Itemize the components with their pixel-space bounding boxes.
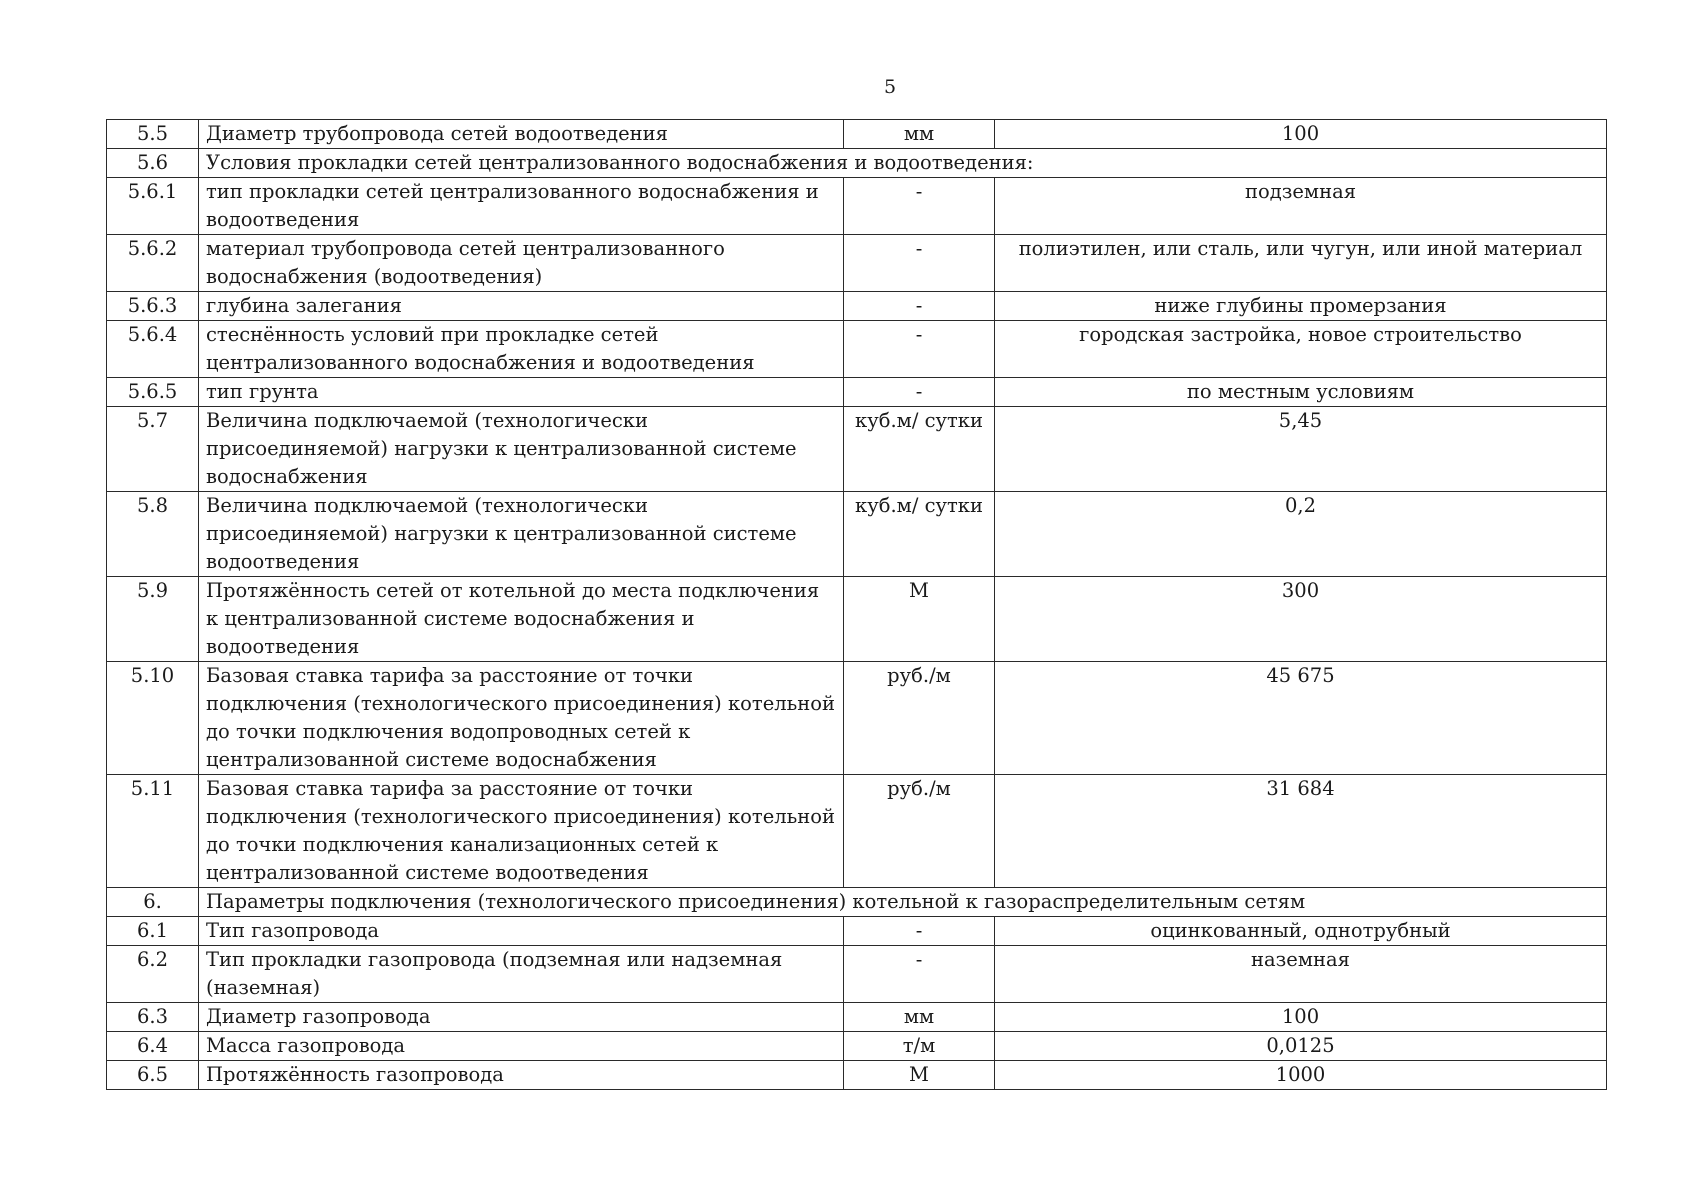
table-row	[107, 946, 1607, 1003]
row-number: 6.5	[107, 1061, 199, 1090]
parameter-value: подземная	[995, 178, 1607, 235]
parameter-unit: мм	[844, 1003, 995, 1032]
parameter-name: стеснённость условий при прокладке сетей централизованного водоснабжения и водоотведения	[199, 321, 844, 378]
parameter-value: 31 684	[995, 775, 1607, 888]
parameter-value: 0,0125	[995, 1032, 1607, 1061]
parameter-unit: -	[844, 378, 995, 407]
parameter-unit: куб.м/ сутки	[844, 492, 995, 577]
parameter-unit: мм	[844, 120, 995, 149]
parameter-value: оцинкованный, однотрубный	[995, 917, 1607, 946]
table-row	[107, 888, 1607, 917]
row-number: 6.1	[107, 917, 199, 946]
parameter-name: тип грунта	[199, 378, 844, 407]
row-number: 6.3	[107, 1003, 199, 1032]
row-number: 5.9	[107, 577, 199, 662]
section-heading: Параметры подключения (технологического присоединения) котельной к газораспределительным сетям	[199, 888, 1607, 917]
parameter-name: Тип прокладки газопровода (подземная или надземная (наземная)	[199, 946, 844, 1003]
parameter-name: Протяжённость сетей от котельной до места подключения к централизованной системе водоснабжения и водоотведения	[199, 577, 844, 662]
parameter-unit: -	[844, 178, 995, 235]
table-row	[107, 178, 1607, 235]
parameter-name: Диаметр трубопровода сетей водоотведения	[199, 120, 844, 149]
table-row	[107, 662, 1607, 775]
parameter-name: материал трубопровода сетей централизованного водоснабжения (водоотведения)	[199, 235, 844, 292]
parameter-value: по местным условиям	[995, 378, 1607, 407]
parameter-value: 100	[995, 1003, 1607, 1032]
row-number: 5.11	[107, 775, 199, 888]
parameter-unit: -	[844, 235, 995, 292]
parameter-unit: -	[844, 917, 995, 946]
row-number: 6.4	[107, 1032, 199, 1061]
parameter-value: ниже глубины промерзания	[995, 292, 1607, 321]
table-row	[107, 292, 1607, 321]
parameter-value: городская застройка, новое строительство	[995, 321, 1607, 378]
table-row	[107, 407, 1607, 492]
row-number: 5.6.3	[107, 292, 199, 321]
parameter-value: 300	[995, 577, 1607, 662]
row-number: 5.6	[107, 149, 199, 178]
parameter-value: 0,2	[995, 492, 1607, 577]
parameter-unit: М	[844, 1061, 995, 1090]
parameter-unit: руб./м	[844, 662, 995, 775]
parameters-table-body	[107, 120, 1607, 1090]
table-row	[107, 321, 1607, 378]
parameter-unit: руб./м	[844, 775, 995, 888]
row-number: 6.2	[107, 946, 199, 1003]
parameter-name: Диаметр газопровода	[199, 1003, 844, 1032]
row-number: 5.6.2	[107, 235, 199, 292]
table-row	[107, 492, 1607, 577]
page-number: 5	[883, 76, 897, 98]
parameter-unit: -	[844, 292, 995, 321]
parameter-value: 45 675	[995, 662, 1607, 775]
table-row	[107, 917, 1607, 946]
parameter-unit: -	[844, 321, 995, 378]
row-number: 5.6.1	[107, 178, 199, 235]
table-row	[107, 1061, 1607, 1090]
table-row	[107, 1032, 1607, 1061]
table-row	[107, 775, 1607, 888]
parameter-name: глубина залегания	[199, 292, 844, 321]
row-number: 5.5	[107, 120, 199, 149]
row-number: 5.8	[107, 492, 199, 577]
row-number: 5.6.4	[107, 321, 199, 378]
parameter-unit: т/м	[844, 1032, 995, 1061]
table-row	[107, 577, 1607, 662]
parameters-table	[106, 119, 1607, 1090]
parameter-name: Протяжённость газопровода	[199, 1061, 844, 1090]
parameter-name: Базовая ставка тарифа за расстояние от точки подключения (технологического присоединения) котельной до точки подключения канализационных сетей к централизованной системе водоотведения	[199, 775, 844, 888]
parameter-unit: -	[844, 946, 995, 1003]
table-row	[107, 235, 1607, 292]
parameter-name: тип прокладки сетей централизованного водоснабжения и водоотведения	[199, 178, 844, 235]
parameter-value: 100	[995, 120, 1607, 149]
table-row	[107, 378, 1607, 407]
parameter-name: Масса газопровода	[199, 1032, 844, 1061]
parameter-name: Базовая ставка тарифа за расстояние от точки подключения (технологического присоединения) котельной до точки подключения водопроводных сетей к централизованной системе водоснабжения	[199, 662, 844, 775]
row-number: 6.	[107, 888, 199, 917]
parameter-name: Величина подключаемой (технологически присоединяемой) нагрузки к централизованной системе водоотведения	[199, 492, 844, 577]
parameter-unit: куб.м/ сутки	[844, 407, 995, 492]
parameter-value: наземная	[995, 946, 1607, 1003]
parameter-unit: М	[844, 577, 995, 662]
row-number: 5.10	[107, 662, 199, 775]
parameter-value: 1000	[995, 1061, 1607, 1090]
parameter-value: 5,45	[995, 407, 1607, 492]
table-row	[107, 149, 1607, 178]
table-row	[107, 120, 1607, 149]
row-number: 5.6.5	[107, 378, 199, 407]
parameter-name: Величина подключаемой (технологически присоединяемой) нагрузки к централизованной системе водоснабжения	[199, 407, 844, 492]
row-number: 5.7	[107, 407, 199, 492]
parameter-value: полиэтилен, или сталь, или чугун, или иной материал	[995, 235, 1607, 292]
table-row	[107, 1003, 1607, 1032]
section-heading: Условия прокладки сетей централизованного водоснабжения и водоотведения:	[199, 149, 1607, 178]
parameter-name: Тип газопровода	[199, 917, 844, 946]
